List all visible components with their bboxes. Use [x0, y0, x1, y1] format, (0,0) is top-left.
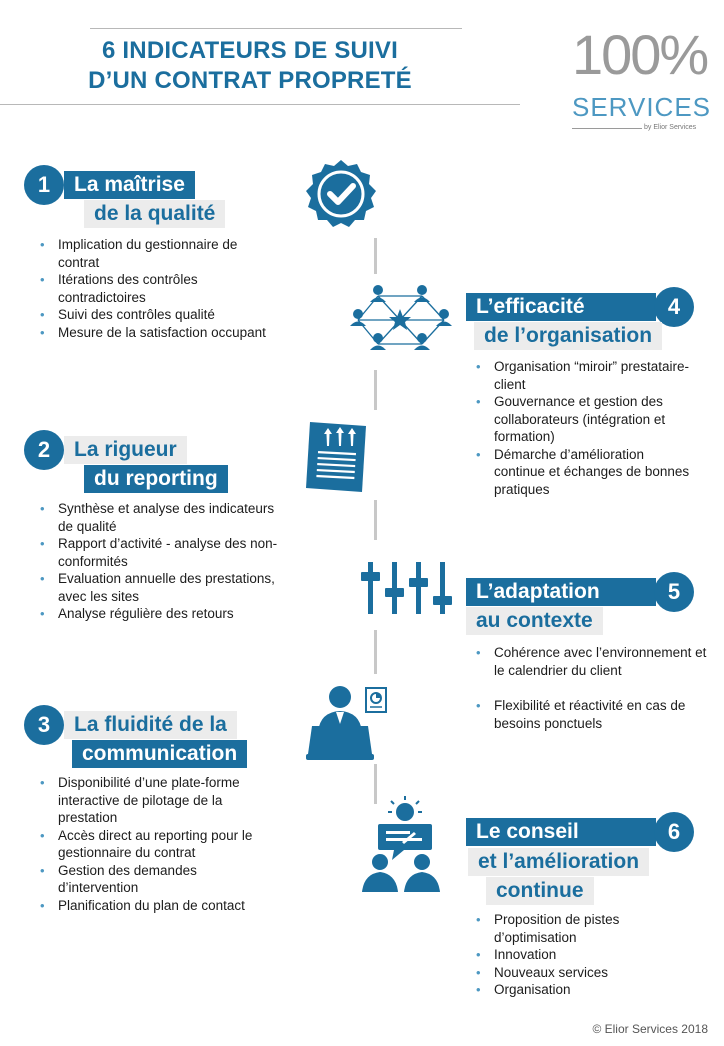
- list-item: • Planification du plan de contact: [38, 897, 278, 915]
- list-item: • Rapport d’activité - analyse des non-conformités: [38, 535, 278, 570]
- indicator-number-5: 5: [654, 572, 694, 612]
- logo-byline: by Elior Services: [644, 124, 697, 131]
- timeline-segment: [374, 500, 377, 540]
- indicator-number-1: 1: [24, 165, 64, 205]
- page-title: [40, 36, 460, 96]
- indicator-2-title-line-1: La rigueur: [64, 436, 187, 464]
- logo-percent: 100%: [572, 23, 708, 86]
- indicator-number-4: 4: [654, 287, 694, 327]
- list-item: • Accès direct au reporting pour le gestionnaire du contrat: [38, 827, 278, 862]
- list-item: • Proposition de pistes d’optimisation: [474, 911, 694, 946]
- indicator-4-title-line-2: de l’organisation: [474, 322, 662, 350]
- advice-idea-icon: [358, 796, 448, 896]
- indicator-number-2: 2: [24, 430, 64, 470]
- list-item: • Démarche d’amélioration continue et échanges de bonnes pratiques: [474, 446, 694, 499]
- timeline-segment: [374, 630, 377, 674]
- page-title-line-1: 6 INDICATEURS DE SUIVI: [102, 37, 398, 64]
- list-item: • Innovation: [474, 946, 694, 964]
- title-bottom-rule: [0, 104, 520, 105]
- indicator-6-title-line-1: Le conseil: [466, 818, 656, 846]
- indicator-number-6: 6: [654, 812, 694, 852]
- indicator-6-bullets: [474, 911, 694, 999]
- logo-services: SERVICES: [572, 92, 712, 122]
- list-item: • Itérations des contrôles contradictoires: [38, 271, 268, 306]
- indicator-2-title-line-2: du reporting: [84, 465, 228, 493]
- list-item: • Gestion des demandes d’intervention: [38, 862, 278, 897]
- indicator-1-title-line-2: de la qualité: [84, 200, 225, 228]
- indicator-1-title-line-1: La maîtrise: [64, 171, 195, 199]
- indicator-6-title-line-2: et l’amélioration: [468, 848, 649, 876]
- title-top-rule: [90, 28, 462, 29]
- indicator-6-title-line-3: continue: [486, 877, 594, 905]
- timeline-segment: [374, 370, 377, 410]
- indicator-5-title-line-1: L’adaptation: [466, 578, 656, 606]
- indicator-4-title-line-1: L’efficacité: [466, 293, 656, 321]
- logo-rule: [572, 128, 642, 129]
- list-item: • Evaluation annuelle des prestations, avec les sites: [38, 570, 278, 605]
- indicator-5-bullets: [474, 644, 720, 732]
- list-item: • Suivi des contrôles qualité: [38, 306, 268, 324]
- list-item: • Flexibilité et réactivité en cas de besoins ponctuels: [474, 697, 720, 732]
- list-item: • Synthèse et analyse des indicateurs de qualité: [38, 500, 278, 535]
- indicator-3-title-line-1: La fluidité de la: [64, 711, 237, 739]
- user-laptop-icon: [306, 684, 392, 762]
- indicator-2-bullets: [38, 500, 278, 623]
- list-item: • Mesure de la satisfaction occupant: [38, 324, 268, 342]
- report-document-icon: [306, 420, 370, 494]
- list-item: • Nouveaux services: [474, 964, 694, 982]
- list-item: • Organisation “miroir” prestataire-client: [474, 358, 694, 393]
- indicator-number-3: 3: [24, 705, 64, 745]
- list-item: • Cohérence avec l’environnement et le calendrier du client: [474, 644, 720, 679]
- quality-check-badge-icon: [304, 158, 378, 232]
- indicator-5-title-line-2: au contexte: [466, 607, 603, 635]
- indicator-3-bullets: [38, 774, 278, 914]
- network-people-icon: [346, 282, 458, 358]
- list-item: • Analyse régulière des retours: [38, 605, 278, 623]
- list-item: • Organisation: [474, 981, 694, 999]
- copyright: © Elior Services 2018: [592, 1022, 708, 1036]
- indicator-1-bullets: [38, 236, 268, 341]
- sliders-icon: [358, 560, 454, 616]
- list-item: • Gouvernance et gestion des collaborateurs (intégration et formation): [474, 393, 694, 446]
- list-item: • Implication du gestionnaire de contrat: [38, 236, 268, 271]
- indicator-3-title-line-2: communication: [72, 740, 247, 768]
- indicator-4-bullets: [474, 358, 694, 498]
- timeline-segment: [374, 238, 377, 274]
- page-title-line-2: D’UN CONTRAT PROPRETÉ: [88, 67, 412, 94]
- list-item: • Disponibilité d’une plate-forme interactive de pilotage de la prestation: [38, 774, 278, 827]
